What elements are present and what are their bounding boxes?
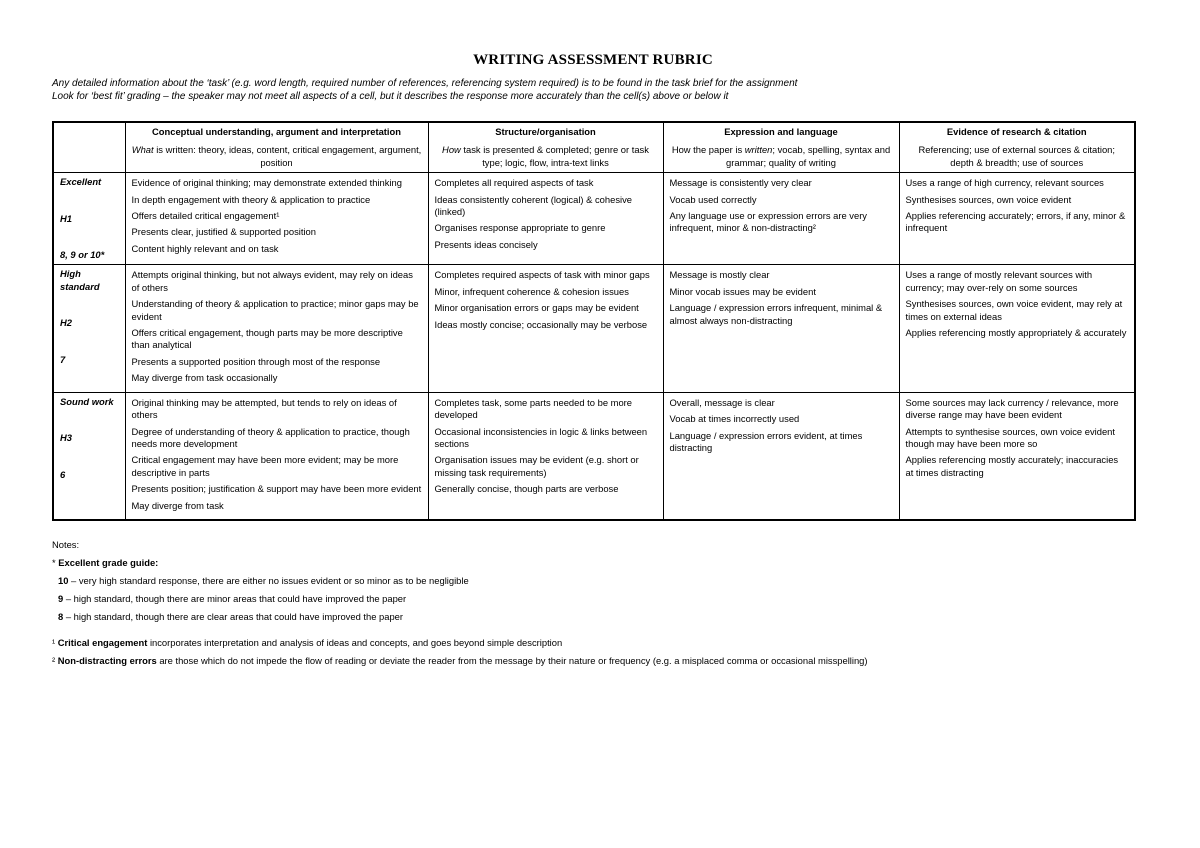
grade-name: Excellent (60, 176, 102, 188)
criterion-desc-emphasis: How (442, 144, 461, 156)
grade-name: Sound work (60, 395, 114, 407)
spacer (60, 189, 119, 213)
descriptor-item: Original thinking may be attempted, but tends to rely on ideas of others (131, 396, 397, 421)
descriptor-list (132, 397, 422, 512)
criterion-description: Referencing; use of external sources & citation; depth & breadth; use of sources (918, 144, 1115, 168)
descriptor-item: Some sources may lack currency / relevance, more diverse range may have been evident (905, 396, 1119, 421)
grade-guide-item (52, 593, 1134, 605)
grade-cell (53, 265, 125, 392)
grade-guide-item (52, 575, 1134, 587)
grade-cell (53, 173, 125, 265)
grade-header-cell (53, 122, 125, 173)
descriptor-cell (663, 173, 899, 265)
criterion-description (435, 144, 657, 169)
spacer (60, 293, 119, 317)
descriptor-item: Applies referencing accurately; errors, if any, minor & infrequent (905, 210, 1126, 234)
descriptor-item: Ideas consistently coherent (logical) & cohesive (linked) (434, 193, 632, 218)
criterion-desc-text: ; vocab, spelling, syntax and grammar; quality of writing (726, 144, 891, 168)
descriptor-cell (125, 265, 428, 392)
descriptor-item: Minor organisation errors or gaps may be evident (434, 302, 639, 314)
rubric-row (53, 392, 1135, 520)
descriptor-item: Message is consistently very clear (669, 177, 812, 189)
descriptor-item: Vocab used correctly (669, 193, 757, 205)
descriptor-item: Minor vocab issues may be evident (669, 285, 816, 297)
descriptor-list (132, 269, 422, 384)
descriptor-item: Ideas mostly concise; occasionally may be verbose (434, 318, 648, 330)
descriptor-item: Minor, infrequent coherence & cohesion issues (434, 285, 629, 297)
notes-label: Notes: (52, 538, 80, 550)
descriptor-item: Evidence of original thinking; may demonstrate extended thinking (131, 177, 402, 189)
descriptor-item: Applies referencing mostly accurately; inaccuracies at times distracting (905, 454, 1119, 478)
descriptor-item: Synthesises sources, own voice evident, may rely at times on external ideas (905, 298, 1123, 322)
descriptor-cell (899, 173, 1135, 265)
footnotes (52, 637, 1134, 667)
grade-guide-number: 10 (58, 574, 69, 586)
descriptor-item: Uses a range of mostly relevant sources with currency; may over-rely on some sources (905, 269, 1093, 293)
spacer (60, 225, 119, 249)
criterion-header-research (899, 122, 1135, 173)
rubric-page (52, 48, 1134, 673)
grade-guide-text: – high standard, though there are minor areas that could have improved the paper (63, 592, 407, 604)
criterion-heading: Expression and language (724, 126, 838, 137)
notes-section (52, 539, 1134, 667)
descriptor-item: Overall, message is clear (669, 396, 775, 408)
grade-code: H1 (60, 212, 72, 224)
spacer (60, 408, 119, 432)
descriptor-list (906, 397, 1129, 479)
descriptor-item: Presents ideas concisely (434, 238, 538, 250)
descriptor-item: Generally concise, though parts are verbose (434, 483, 619, 495)
grade-guide-item (52, 611, 1134, 623)
descriptor-cell (428, 173, 663, 265)
spacer (60, 445, 119, 469)
footnote (52, 655, 1134, 667)
spacer (60, 330, 119, 354)
descriptor-item: Attempts to synthesise sources, own voice evident though may have been more so (905, 425, 1115, 449)
rubric-table (52, 121, 1136, 521)
footnote (52, 637, 1134, 649)
footnote-marker: ² (52, 654, 58, 666)
descriptor-cell (899, 265, 1135, 392)
criterion-desc-text: task is presented & completed; genre or task type; logic, flow, intra-text links (460, 144, 649, 168)
grade-guide-number: 9 (58, 592, 64, 604)
descriptor-item: Degree of understanding of theory & application to practice, though needs more development (131, 425, 410, 449)
descriptor-item: Presents a supported position through most of the response (131, 355, 381, 367)
descriptor-item: Message is mostly clear (669, 269, 770, 281)
descriptor-cell (428, 265, 663, 392)
grade-marks: 8, 9 or 10* (60, 249, 105, 261)
descriptor-list (670, 269, 893, 327)
criterion-description (670, 144, 893, 169)
grade-guide-heading: Excellent grade guide: (58, 556, 159, 568)
descriptor-list (670, 177, 893, 235)
grade-marks: 7 (60, 353, 66, 365)
page-title: WRITING ASSESSMENT RUBRIC (473, 52, 713, 68)
intro-line-2: Look for ‘best fit’ grading – the speaker may not meet all aspects of a cell, but it describes the response more accurately than the cell(s) above or below it (52, 91, 729, 102)
descriptor-item: Synthesises sources, own voice evident (905, 193, 1072, 205)
footnote-text: incorporates interpretation and analysis of ideas and concepts, and goes beyond simple description (147, 636, 563, 648)
grade-guide-text: – very high standard response, there are either no issues evident or so minor as to be negligible (68, 574, 469, 586)
criterion-desc-text: is written: theory, ideas, content, critical engagement, argument, position (153, 144, 422, 168)
descriptor-item: Organises response appropriate to genre (434, 222, 606, 234)
descriptor-item: Applies referencing mostly appropriately & accurately (905, 327, 1127, 339)
descriptor-item: Offers critical engagement, though parts may be more descriptive than analytical (131, 327, 403, 351)
footnote-marker: ¹ (52, 636, 58, 648)
descriptor-list (435, 177, 657, 251)
header-row (53, 122, 1135, 173)
rubric-row (53, 265, 1135, 392)
descriptor-item: Completes all required aspects of task (434, 177, 594, 189)
criterion-description (132, 144, 422, 169)
criterion-desc-emphasis: written (744, 144, 773, 156)
descriptor-item: Completes task, some parts needed to be more developed (434, 396, 632, 421)
descriptor-cell (428, 392, 663, 520)
grade-guide-title (52, 557, 1134, 569)
descriptor-cell (663, 265, 899, 392)
descriptor-item: Offers detailed critical engagement¹ (131, 210, 280, 222)
descriptor-item: Language / expression errors infrequent, minimal & almost always non-distracting (669, 302, 883, 326)
asterisk-marker: * (52, 556, 59, 568)
descriptor-item: Completes required aspects of task with minor gaps (434, 269, 650, 281)
grade-guide-number: 8 (58, 610, 64, 622)
criterion-heading: Structure/organisation (495, 126, 596, 137)
grade-name: High standard (60, 268, 100, 292)
descriptor-item: Vocab at times incorrectly used (669, 413, 800, 425)
rubric-body (53, 173, 1135, 520)
footnote-term: Non-distracting errors (57, 654, 157, 666)
criterion-heading: Evidence of research & citation (946, 126, 1087, 137)
grade-guide-list (52, 575, 1134, 623)
descriptor-item: Content highly relevant and on task (131, 242, 279, 254)
grade-guide-text: – high standard, though there are clear areas that could have improved the paper (63, 610, 404, 622)
descriptor-item: Presents position; justification & support may have been more evident (131, 483, 422, 495)
descriptor-list (906, 269, 1129, 339)
descriptor-cell (125, 173, 428, 265)
descriptor-item: Understanding of theory & application to practice; minor gaps may be evident (131, 298, 419, 322)
descriptor-item: Uses a range of high currency, relevant sources (905, 177, 1104, 189)
criterion-header-expression (663, 122, 899, 173)
descriptor-list (435, 269, 657, 331)
intro-line-1: Any detailed information about the ‘task’ (e.g. word length, required number of references, referencing system required) is to be found in the task brief for the assignment (52, 78, 798, 89)
descriptor-item: Any language use or expression errors are very infrequent, minor & non-distracting² (669, 210, 867, 234)
descriptor-cell (899, 392, 1135, 520)
descriptor-item: In depth engagement with theory & application to practice (131, 193, 371, 205)
descriptor-item: Presents clear, justified & supported position (131, 226, 316, 238)
descriptor-cell (663, 392, 899, 520)
descriptor-item: Occasional inconsistencies in logic & links between sections (434, 425, 648, 449)
descriptor-item: May diverge from task (131, 499, 224, 511)
footnote-term: Critical engagement (57, 636, 148, 648)
descriptor-list (435, 397, 657, 496)
grade-cell (53, 392, 125, 520)
rubric-row (53, 173, 1135, 265)
criterion-header-structure (428, 122, 663, 173)
descriptor-cell (125, 392, 428, 520)
criterion-header-conceptual (125, 122, 428, 173)
descriptor-item: Organisation issues may be evident (e.g. short or missing task requirements) (434, 454, 639, 478)
descriptor-list (906, 177, 1129, 235)
descriptor-list (670, 397, 893, 455)
descriptor-item: Language / expression errors evident, at times distracting (669, 429, 863, 453)
criterion-desc-prefix: How the paper is (671, 144, 745, 156)
descriptor-item: May diverge from task occasionally (131, 372, 278, 384)
grade-code: H2 (60, 317, 72, 329)
footnote-text: are those which do not impede the flow of reading or deviate the reader from the message by their nature or frequency (e.g. a misplaced comma or occasional misspelling) (156, 654, 868, 666)
descriptor-item: Attempts original thinking, but not always evident, may rely on ideas of others (131, 269, 413, 293)
criterion-desc-emphasis: What (131, 144, 154, 156)
descriptor-list (132, 177, 422, 255)
criterion-heading: Conceptual understanding, argument and interpretation (152, 126, 401, 137)
grade-code: H3 (60, 432, 72, 444)
descriptor-item: Critical engagement may have been more evident; may be more descriptive in parts (131, 454, 399, 478)
grade-marks: 6 (60, 468, 66, 480)
